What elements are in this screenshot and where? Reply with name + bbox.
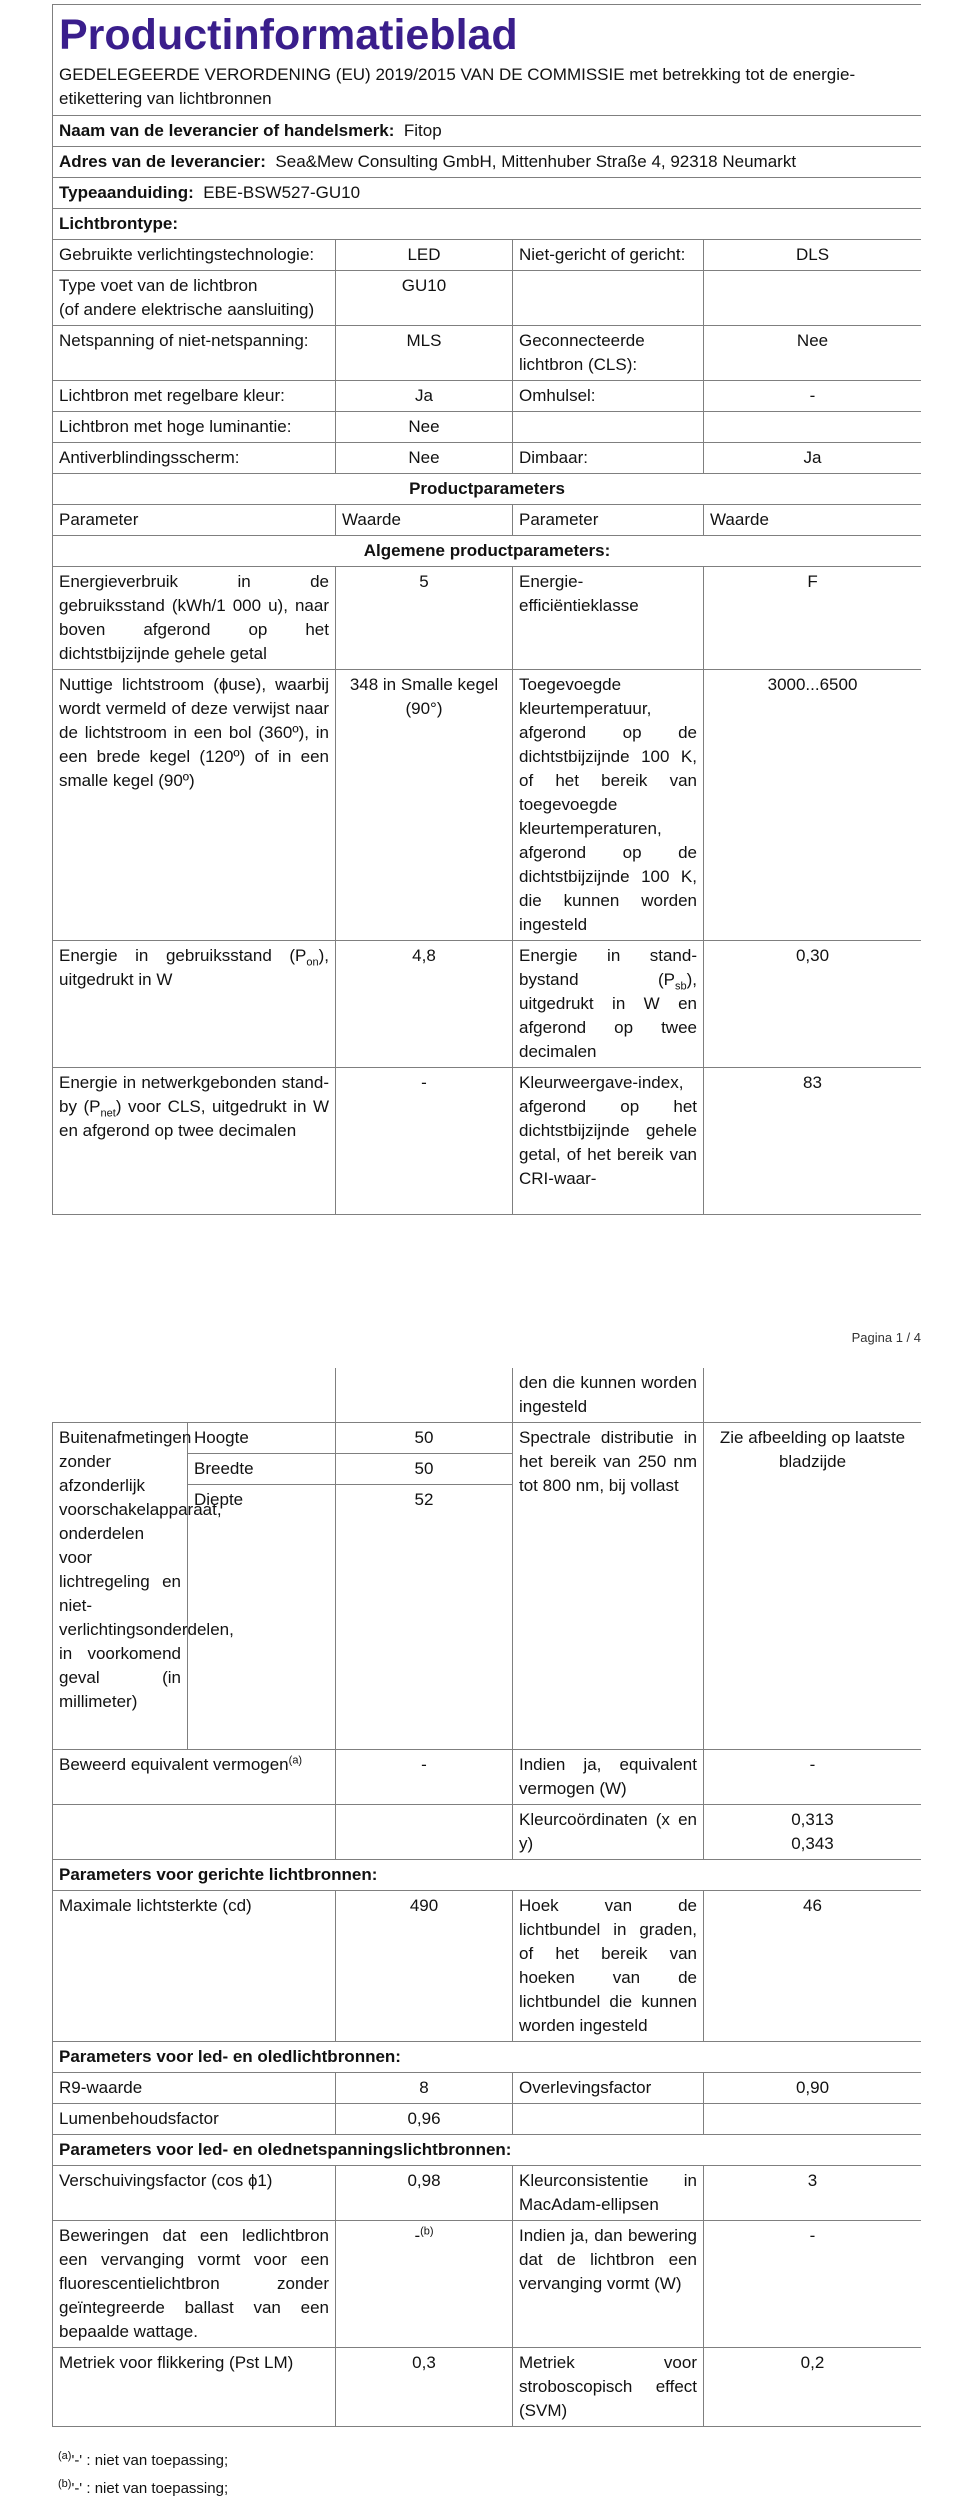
table-row: [53, 2348, 922, 2427]
lumen-maintenance-label: Lumenbehoudsfactor: [53, 2104, 336, 2135]
replacement-yes-value: -: [704, 2221, 922, 2348]
general-r1-c1: 348 in Smalle kegel (90°): [336, 670, 513, 941]
displacement-factor-value: 0,98: [336, 2166, 513, 2221]
dim-depth-label: Diepte: [188, 1485, 336, 1750]
supplier-name-row: [53, 116, 922, 147]
dim-width-value: 50: [336, 1454, 513, 1485]
pnet-value: -: [336, 1068, 513, 1215]
page-1: [52, 4, 921, 1295]
table-row: [53, 2073, 922, 2104]
cri-label-part-1: Kleurweergave-index, afgerond op het dichtstbijzijnde gehele getal, of het bereik van CRI-waar-: [513, 1068, 704, 1215]
psb-label: Energie in stand-bystand $(P_{sb})$, uitgedrukt in W en afgerond op twee decimalen: [513, 941, 704, 1068]
table-row: [53, 2166, 922, 2221]
lichtbrontype-r5-c1: Nee: [336, 443, 513, 474]
replacement-claim-value: -$^{(b)}$: [336, 2221, 513, 2348]
col-header-value-2: Waarde: [704, 505, 922, 536]
col-header-value-1: Waarde: [336, 505, 513, 536]
table-row: [53, 412, 922, 443]
spectral-value: Zie afbeelding op laatste bladzijde: [704, 1423, 922, 1750]
directional-heading: Parameters voor gerichte lichtbronnen:: [53, 1860, 922, 1891]
table-row: [53, 1891, 922, 2042]
dim-height-label: Hoogte: [188, 1423, 336, 1454]
footnote-b: $^{(b)}$'-' : niet van toepassing;: [58, 2478, 229, 2497]
dim-depth-value: 52: [336, 1485, 513, 1750]
table-row: [53, 1750, 922, 1805]
document-title: Productinformatieblad: [59, 11, 518, 59]
lichtbrontype-rows: [53, 240, 922, 474]
lichtbrontype-r5-c3: Ja: [704, 443, 922, 474]
col-header-parameter-2: Parameter: [513, 505, 704, 536]
survival-factor-label: Overlevingsfactor: [513, 2073, 704, 2104]
table-row: [53, 381, 922, 412]
lichtbrontype-r0-c3: DLS: [704, 240, 922, 271]
peak-intensity-label: Maximale lichtsterkte (cd): [53, 1891, 336, 2042]
lichtbrontype-r0-c1: LED: [336, 240, 513, 271]
product-info-table: [52, 4, 921, 1215]
cri-value: 83: [704, 1068, 922, 1215]
replacement-yes-label: Indien ja, dan bewering dat de lichtbron een vervanging vormt (W): [513, 2221, 704, 2348]
lichtbrontype-r3-c2: Omhulsel:: [513, 381, 704, 412]
general-parameters-heading: Algemene productparameters:: [53, 536, 922, 567]
led-heading: Parameters voor led- en oledlichtbronnen:: [53, 2042, 922, 2073]
lichtbrontype-r3-c0: Lichtbron met regelbare kleur:: [53, 381, 336, 412]
spectral-label: Spectrale distributie in het bereik van 250 nm tot 800 nm, bij vollast: [513, 1423, 704, 1750]
beam-angle-value: 46: [704, 1891, 922, 2042]
lumen-maintenance-value: 0,96: [336, 2104, 513, 2135]
lichtbrontype-r3-c3: -: [704, 381, 922, 412]
lichtbrontype-r0-c0: Gebruikte verlichtingstechnologie:: [53, 240, 336, 271]
pnet-label: Energie in netwerkgebonden stand-by $(P_{net})$ voor CLS, uitgedrukt in W en afgerond op twee decimalen: [53, 1068, 336, 1215]
peak-intensity-value: 490: [336, 1891, 513, 2042]
lichtbrontype-r1-c0: Type voet van de lichtbron (of andere elektrische aansluiting): [53, 271, 336, 326]
lichtbrontype-r3-c1: Ja: [336, 381, 513, 412]
general-r0-c2: Energie-efficiëntieklasse: [513, 567, 704, 670]
equivalent-power-value: -: [336, 1750, 513, 1805]
table-row: [53, 271, 922, 326]
general-r0-c1: 5: [336, 567, 513, 670]
mains-heading: Parameters voor led- en olednetspanningslichtbronnen:: [53, 2135, 922, 2166]
table-row: [53, 443, 922, 474]
table-row: [53, 240, 922, 271]
macadam-value: 3: [704, 2166, 922, 2221]
page-2: [52, 1368, 921, 2449]
table-row: [53, 2104, 922, 2135]
supplier-address-label: Adres van de leverancier:: [59, 152, 266, 171]
supplier-address-row: [53, 147, 922, 178]
pon-label: Energie in gebruiksstand $(P_{on})$, uitgedrukt in W: [53, 941, 336, 1068]
general-r1-c3: 3000...6500: [704, 670, 922, 941]
lichtbrontype-r4-c3: [704, 412, 922, 443]
r9-value: 8: [336, 2073, 513, 2104]
dim-height-value: 50: [336, 1423, 513, 1454]
lichtbrontype-r0-c2: Niet-gericht of gericht:: [513, 240, 704, 271]
table-row: [53, 670, 922, 941]
table-row: [53, 1423, 922, 1454]
table-row: [53, 1368, 922, 1423]
replacement-claim-label: Beweringen dat een ledlichtbron een vervanging vormt voor een fluorescentielichtbron zonder geïntegreerde ballast van een bepaalde wattage.: [53, 2221, 336, 2348]
flicker-value: 0,3: [336, 2348, 513, 2427]
lichtbrontype-r4-c2: [513, 412, 704, 443]
lichtbrontype-r5-c0: Antiverblindingsscherm:: [53, 443, 336, 474]
svm-value: 0,2: [704, 2348, 922, 2427]
col-header-parameter-1: Parameter: [53, 505, 336, 536]
model-label: Typeaanduiding:: [59, 183, 194, 202]
general-r0-c0: Energieverbruik in de gebruiksstand (kWh/1 000 u), naar boven afgerond op het dichtstbijzijnde gehele getal: [53, 567, 336, 670]
psb-value: 0,30: [704, 941, 922, 1068]
lichtbrontype-r4-c0: Lichtbron met hoge luminantie:: [53, 412, 336, 443]
macadam-label: Kleurconsistentie in MacAdam-ellipsen: [513, 2166, 704, 2221]
chromaticity-label: Kleurcoördinaten (x en y): [513, 1805, 704, 1860]
flicker-label: Metriek voor flikkering (Pst LM): [53, 2348, 336, 2427]
general-r0-c3: F: [704, 567, 922, 670]
general-parameter-rows: [53, 567, 922, 941]
table-row: [53, 1805, 922, 1860]
general-r1-c0: Nuttige lichtstroom (ɸuse), waarbij wordt vermeld of deze verwijst naar de lichtstroom in een bol (360º), in een brede kegel (120º) of in een smalle kegel (90º): [53, 670, 336, 941]
supplier-address-value: Sea&Mew Consulting GmbH, Mittenhuber Straße 4, 92318 Neumarkt: [275, 152, 797, 171]
survival-factor-value: 0,90: [704, 2073, 922, 2104]
lichtbrontype-r2-c3: Nee: [704, 326, 922, 381]
displacement-factor-label: Verschuivingsfactor (cos ɸ1): [53, 2166, 336, 2221]
model-value: EBE-BSW527-GU10: [203, 183, 361, 202]
supplier-name-label: Naam van de leverancier of handelsmerk:: [59, 121, 395, 140]
footnote-a: $^{(a)}$'-' : niet van toepassing;: [58, 2450, 229, 2469]
lichtbrontype-r1-c1: GU10: [336, 271, 513, 326]
supplier-name-value: Fitop: [403, 121, 442, 140]
lichtbrontype-r4-c1: Nee: [336, 412, 513, 443]
lichtbrontype-r2-c2: Geconnecteerde lichtbron (CLS):: [513, 326, 704, 381]
regulation-text: GEDELEGEERDE VERORDENING (EU) 2019/2015 VAN DE COMMISSIE met betrekking tot de energie-etikettering van lichtbronnen: [59, 65, 856, 108]
lichtbrontype-r2-c0: Netspanning of niet-netspanning:: [53, 326, 336, 381]
product-info-table-continued: [52, 1368, 921, 2427]
dimensions-label: Buitenafmetingen zonder afzonderlijk voorschakelapparaat, onderdelen voor lichtregeling en niet-verlichtingsonderdelen, in voorkomend geval (in millimeter): [53, 1423, 188, 1750]
table-row: [53, 1068, 922, 1215]
table-row: [53, 326, 922, 381]
beam-angle-label: Hoek van de lichtbundel in graden, of het bereik van hoeken van de lichtbundel die kunnen worden ingesteld: [513, 1891, 704, 2042]
lichtbrontype-r1-c3: [704, 271, 922, 326]
general-r1-c2: Toegevoegde kleurtemperatuur, afgerond op de dichtstbijzijnde 100 K, of het bereik van toegevoegde kleurtemperaturen, afgerond op de dichtstbijzijnde 100 K, die kunnen worden ingesteld: [513, 670, 704, 941]
equivalent-yes-label: Indien ja, equivalent vermogen (W): [513, 1750, 704, 1805]
page-number: Pagina 1 / 4: [851, 1330, 921, 1345]
equivalent-power-label: Beweerd equivalent vermogen$^{(a)}$: [53, 1750, 336, 1805]
cri-label-part-2: den die kunnen worden ingesteld: [513, 1368, 704, 1423]
lichtbrontype-r2-c1: MLS: [336, 326, 513, 381]
lichtbrontype-r5-c2: Dimbaar:: [513, 443, 704, 474]
svm-label: Metriek voor stroboscopisch effect (SVM): [513, 2348, 704, 2427]
table-row: [53, 567, 922, 670]
lichtbrontype-r1-c2: [513, 271, 704, 326]
dim-width-label: Breedte: [188, 1454, 336, 1485]
table-row: [53, 2221, 922, 2348]
chromaticity-value: 0,313 0,343: [704, 1805, 922, 1860]
model-row: [53, 178, 922, 209]
lichtbrontype-heading: Lichtbrontype:: [53, 209, 922, 240]
equivalent-yes-value: -: [704, 1750, 922, 1805]
r9-label: R9-waarde: [53, 2073, 336, 2104]
table-row: [53, 941, 922, 1068]
pon-value: 4,8: [336, 941, 513, 1068]
productparameters-heading: Productparameters: [53, 474, 922, 505]
